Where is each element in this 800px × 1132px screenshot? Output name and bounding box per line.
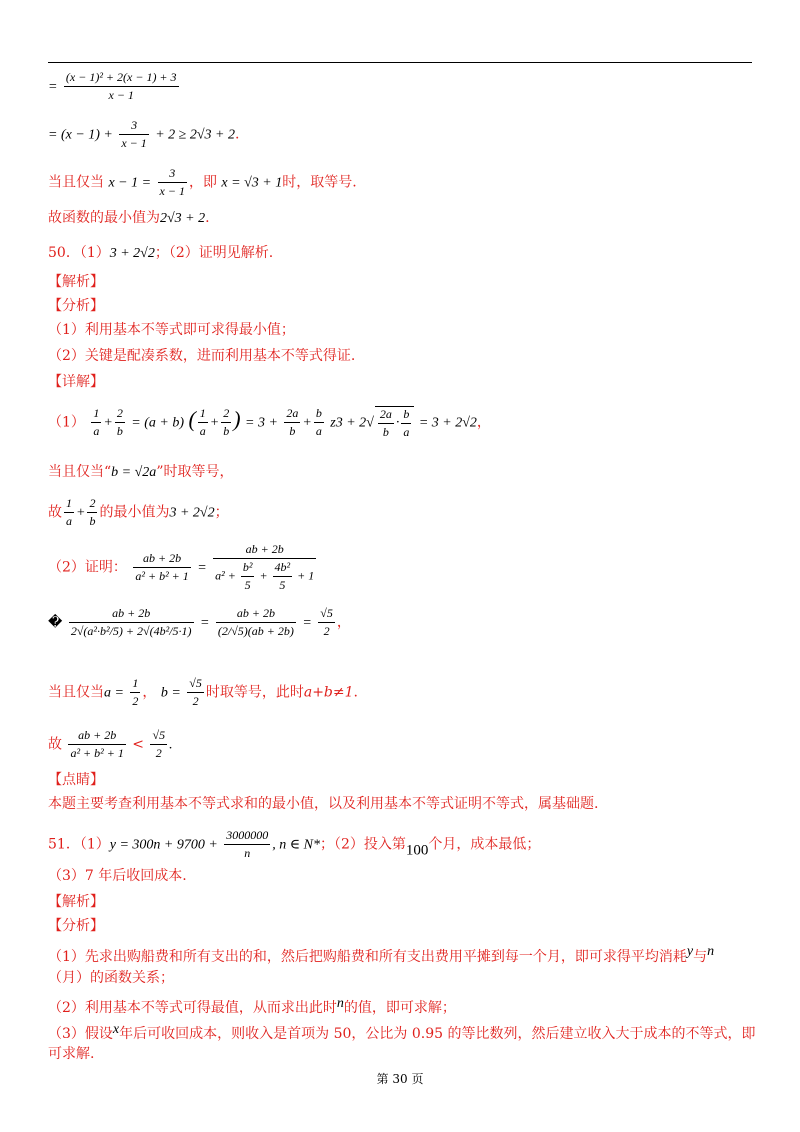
fraction	[64, 70, 179, 103]
denominator: a² + b² + 1	[70, 746, 124, 760]
fraction	[221, 406, 231, 439]
detail-line-1	[48, 406, 491, 440]
math: a+b≠1	[303, 684, 354, 701]
math: a =	[104, 685, 124, 701]
fraction	[273, 560, 293, 593]
section-jiexi: 【解析】	[48, 274, 104, 290]
text: 时，取等号.	[282, 174, 357, 191]
equals-sign: =	[197, 560, 207, 576]
fraction	[241, 560, 255, 593]
equals-sign: =	[199, 615, 210, 631]
numerator: ab + 2b	[133, 551, 190, 568]
detail-line-6	[48, 676, 358, 709]
detail-line-4	[48, 542, 318, 593]
text: 时取等号，此时	[205, 684, 304, 701]
denominator: b	[89, 514, 96, 528]
denominator: b	[116, 424, 123, 439]
question-51-answer	[48, 828, 540, 861]
math: 2√3 + 2	[160, 211, 206, 226]
numerator: √5	[187, 676, 204, 693]
numerator: 3	[119, 118, 148, 135]
text: （2）利用基本不等式可得最值，从而求出此时	[48, 1000, 337, 1016]
fraction	[91, 406, 101, 439]
unknown-glyph: �	[48, 615, 63, 631]
numerator: b	[314, 406, 324, 423]
plus: +	[302, 415, 312, 431]
text: 当且仅当	[48, 174, 104, 191]
math: 3 + 2√2	[109, 246, 155, 261]
denominator: 2	[192, 694, 199, 708]
section-jiexi-2: 【解析】	[48, 894, 104, 910]
fraction	[119, 118, 148, 151]
denominator: a	[315, 424, 322, 439]
denominator: n	[244, 846, 251, 860]
text: （3）假设	[48, 1026, 113, 1042]
analysis-1: （1）利用基本不等式即可求得最小值；	[48, 322, 295, 338]
numerator: ab + 2b	[213, 542, 316, 559]
equals-sign: =	[48, 79, 58, 95]
numerator: 1	[64, 496, 74, 513]
comma: ，	[476, 414, 491, 431]
numerator: 3	[158, 166, 187, 183]
denominator: a	[403, 425, 410, 439]
plus: +	[76, 505, 86, 521]
fraction	[284, 406, 300, 439]
text: 的最小值为	[99, 504, 170, 521]
fraction	[378, 407, 394, 440]
fraction	[216, 606, 296, 639]
equality-condition	[48, 166, 357, 199]
fraction	[150, 728, 167, 761]
math: b =	[160, 685, 181, 701]
equation-line-1	[48, 70, 181, 103]
text: ”时取等号，	[156, 464, 234, 480]
numerator: (x − 1)² + 2(x − 1) + 3	[64, 70, 179, 87]
denominator: 5	[279, 578, 286, 592]
denominator: a	[199, 424, 206, 439]
question-50-answer	[48, 243, 273, 264]
numerator: 4b²	[273, 560, 293, 577]
radicand: $\frac{2a}{b}$ · $\frac{b}{a}$	[375, 406, 415, 440]
numerator: ab + 2b	[68, 728, 125, 745]
numerator: √5	[318, 606, 335, 623]
text: 的值，即可求解；	[343, 1000, 456, 1016]
fraction	[187, 676, 204, 709]
fraction	[115, 406, 125, 439]
detail-line-5	[48, 606, 351, 639]
math: 3 + 2√2	[169, 505, 215, 521]
fraction	[401, 407, 411, 440]
conclusion-line	[48, 208, 210, 229]
text: 当且仅当	[48, 684, 104, 701]
fraction	[224, 828, 270, 861]
term: a² +	[215, 568, 236, 583]
detail-line-2	[48, 462, 233, 483]
fraction	[87, 496, 97, 529]
expression: = (x − 1) +	[48, 127, 113, 143]
fraction	[64, 496, 74, 529]
detail-line-7	[48, 728, 173, 761]
fraction	[130, 676, 140, 709]
plus: +	[209, 415, 220, 431]
numerator: 2	[87, 496, 97, 513]
text: ；（2）投入第	[319, 836, 406, 853]
denominator: 2√(a²·b²/5) + 2√(4b²/5·1)	[70, 624, 192, 638]
denominator: b	[289, 424, 296, 439]
numerator: 2	[221, 406, 231, 423]
comma: ，	[336, 614, 351, 631]
fraction	[314, 406, 324, 439]
term: + 1	[297, 568, 315, 583]
text: 年后可收回成本，则收入是首项为 50，公比为 0.95 的等比数列，然后建立收入大于成本的不等式，即	[119, 1026, 756, 1042]
numerator: ab + 2b	[69, 606, 194, 623]
denominator	[213, 559, 316, 593]
paren-open: (	[188, 406, 196, 432]
analysis-51-3	[48, 1020, 755, 1044]
math: n	[336, 996, 344, 1011]
text: 与	[693, 949, 708, 965]
numerator: 2a	[284, 406, 300, 423]
text: 个月，成本最低；	[428, 836, 541, 853]
math: b = √2a	[111, 465, 157, 480]
math: y = 300n + 9700 +	[109, 837, 218, 853]
math: 100	[405, 842, 429, 859]
text: 故	[48, 736, 62, 753]
numerator: 1	[130, 676, 140, 693]
numerator: 1	[198, 406, 208, 423]
text: ，即	[188, 174, 217, 191]
math: y	[686, 944, 694, 959]
denominator: a	[93, 424, 100, 439]
section-fenxi-2: 【分析】	[48, 918, 104, 934]
page-footer: 第 30 页	[376, 1072, 424, 1086]
math: , n ∈ N*	[272, 837, 320, 853]
fraction	[69, 606, 194, 639]
period: .	[235, 126, 240, 143]
denominator: x − 1	[108, 88, 134, 102]
text: ；（2）证明见解析.	[154, 245, 274, 261]
analysis-2: （2）关键是配凑系数，进而利用基本不等式得证.	[48, 348, 356, 364]
question-number: 51．（1）	[48, 836, 110, 853]
period: .	[205, 210, 210, 226]
section-fenxi: 【分析】	[48, 298, 104, 314]
less-than: <	[132, 736, 145, 753]
fraction	[198, 406, 208, 439]
text: 故函数的最小值为	[48, 210, 160, 226]
equation-line-2	[48, 118, 239, 151]
math: x	[112, 1022, 120, 1037]
denominator: b	[223, 424, 230, 439]
analysis-51-2	[48, 994, 456, 1018]
analysis-51-1	[48, 942, 714, 967]
text: ；	[214, 504, 229, 521]
question-number: 50．（1）	[48, 245, 110, 261]
numerator: 3000000	[224, 828, 270, 845]
math: n	[707, 944, 715, 959]
paren-close: )	[233, 406, 241, 432]
expression: + 2 ≥ 2√3 + 2	[155, 127, 235, 143]
plus: +	[103, 415, 113, 431]
fraction	[318, 606, 335, 639]
fraction	[158, 166, 187, 199]
text: 当且仅当“	[48, 464, 112, 480]
period: .	[169, 737, 173, 753]
denominator: a	[66, 514, 72, 528]
header-rule	[48, 62, 752, 63]
dianjing-text: 本题主要考查利用基本不等式求和的最小值，以及利用基本不等式证明不等式，属基础题.	[48, 796, 599, 812]
detail-line-3	[48, 496, 229, 529]
period: .	[353, 684, 358, 701]
numerator: ab + 2b	[216, 606, 296, 623]
numerator: 2a	[378, 407, 394, 424]
math: x − 1 =	[108, 175, 152, 191]
numerator: 2	[115, 406, 125, 423]
denominator: 2	[132, 694, 139, 708]
math: = 3 +	[245, 415, 278, 431]
text: 故	[48, 504, 62, 521]
section-xiangjie: 【详解】	[48, 374, 104, 390]
math: x = √3 + 1	[221, 175, 283, 191]
denominator: b	[382, 425, 389, 439]
text: （2）证明：	[48, 559, 127, 576]
numerator: b²	[241, 560, 255, 577]
numerator: 1	[91, 406, 101, 423]
denominator: a² + b² + 1	[135, 569, 189, 583]
denominator: 2	[155, 746, 162, 760]
analysis-51-3b: 可求解.	[48, 1046, 95, 1062]
fraction	[68, 728, 125, 761]
numerator: √5	[150, 728, 167, 745]
comma: ，	[142, 684, 157, 701]
radical-sign: √	[366, 415, 374, 431]
fraction	[133, 551, 190, 584]
denominator: 5	[244, 578, 251, 592]
equals-sign: =	[302, 615, 312, 631]
plus: +	[259, 568, 268, 583]
denominator: (2/√5)(ab + 2b)	[217, 624, 294, 638]
section-dianjing: 【点睛】	[48, 772, 104, 788]
answer-51-3: （3）7 年后收回成本.	[48, 868, 187, 884]
denominator: x − 1	[121, 136, 147, 150]
text: （1）先求出购船费和所有支出的和，然后把购船费和所有支出费用平摊到每一个月，即可求得平均消耗	[48, 949, 687, 965]
math: z3 + 2	[330, 415, 367, 431]
math: = (a + b)	[131, 415, 184, 431]
denominator: 2	[323, 624, 330, 638]
numerator: b	[401, 407, 411, 424]
fraction	[213, 542, 316, 593]
math: = 3 + 2√2	[418, 415, 477, 431]
analysis-51-1b: （月）的函数关系；	[48, 970, 174, 986]
denominator: x − 1	[159, 184, 185, 198]
text: （1）	[48, 414, 85, 431]
